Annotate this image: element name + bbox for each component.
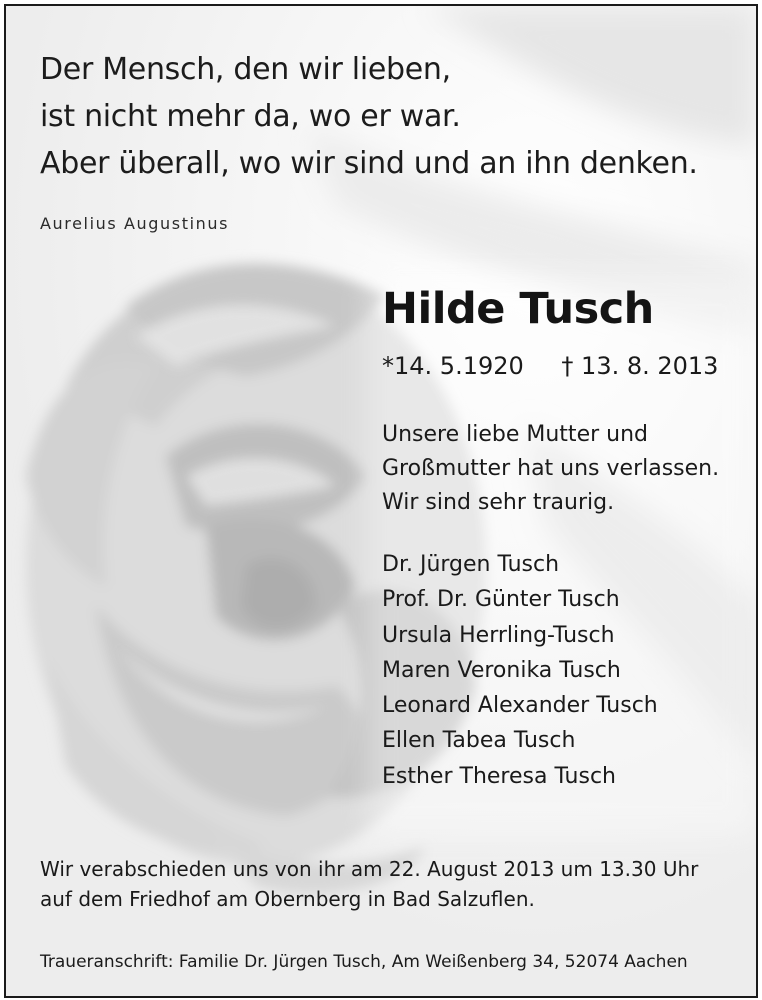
family-list	[382, 547, 658, 794]
family-member: Leonard Alexander Tusch	[382, 693, 658, 719]
family-member: Ellen Tabea Tusch	[382, 728, 576, 754]
mourning-message	[382, 418, 719, 520]
mourning-address: Traueranschrift: Familie Dr. Jürgen Tusch, Am Weißenberg 34, 52074 Aachen	[40, 952, 688, 972]
message-line: Großmutter hat uns verlassen.	[382, 456, 720, 481]
death-date: † 13. 8. 2013	[561, 352, 719, 380]
quote-line: ist nicht mehr da, wo er war.	[40, 99, 461, 134]
family-member: Esther Theresa Tusch	[382, 763, 616, 789]
quote-author: Aurelius Augustinus	[40, 214, 230, 233]
deceased-name: Hilde Tusch	[382, 284, 654, 334]
funeral-line: auf dem Friedhof am Obernberg in Bad Salzuflen.	[40, 887, 535, 911]
quote-line: Der Mensch, den wir lieben,	[40, 52, 451, 87]
family-member: Prof. Dr. Günter Tusch	[382, 587, 620, 613]
family-member: Dr. Jürgen Tusch	[382, 552, 560, 577]
life-dates	[382, 352, 718, 380]
birth-date: *14. 5.1920	[382, 352, 524, 380]
message-line: Wir sind sehr traurig.	[382, 490, 615, 515]
funeral-line: Wir verabschieden uns von ihr am 22. August 2013 um 13.30 Uhr	[40, 857, 699, 881]
family-member: Ursula Herrling-Tusch	[382, 622, 615, 648]
family-member: Maren Veronika Tusch	[382, 657, 621, 683]
quote	[40, 46, 698, 187]
quote-line: Aber überall, wo wir sind und an ihn denken.	[40, 146, 698, 181]
message-line: Unsere liebe Mutter und	[382, 422, 648, 447]
obituary-notice	[4, 4, 758, 998]
funeral-details	[40, 854, 698, 914]
